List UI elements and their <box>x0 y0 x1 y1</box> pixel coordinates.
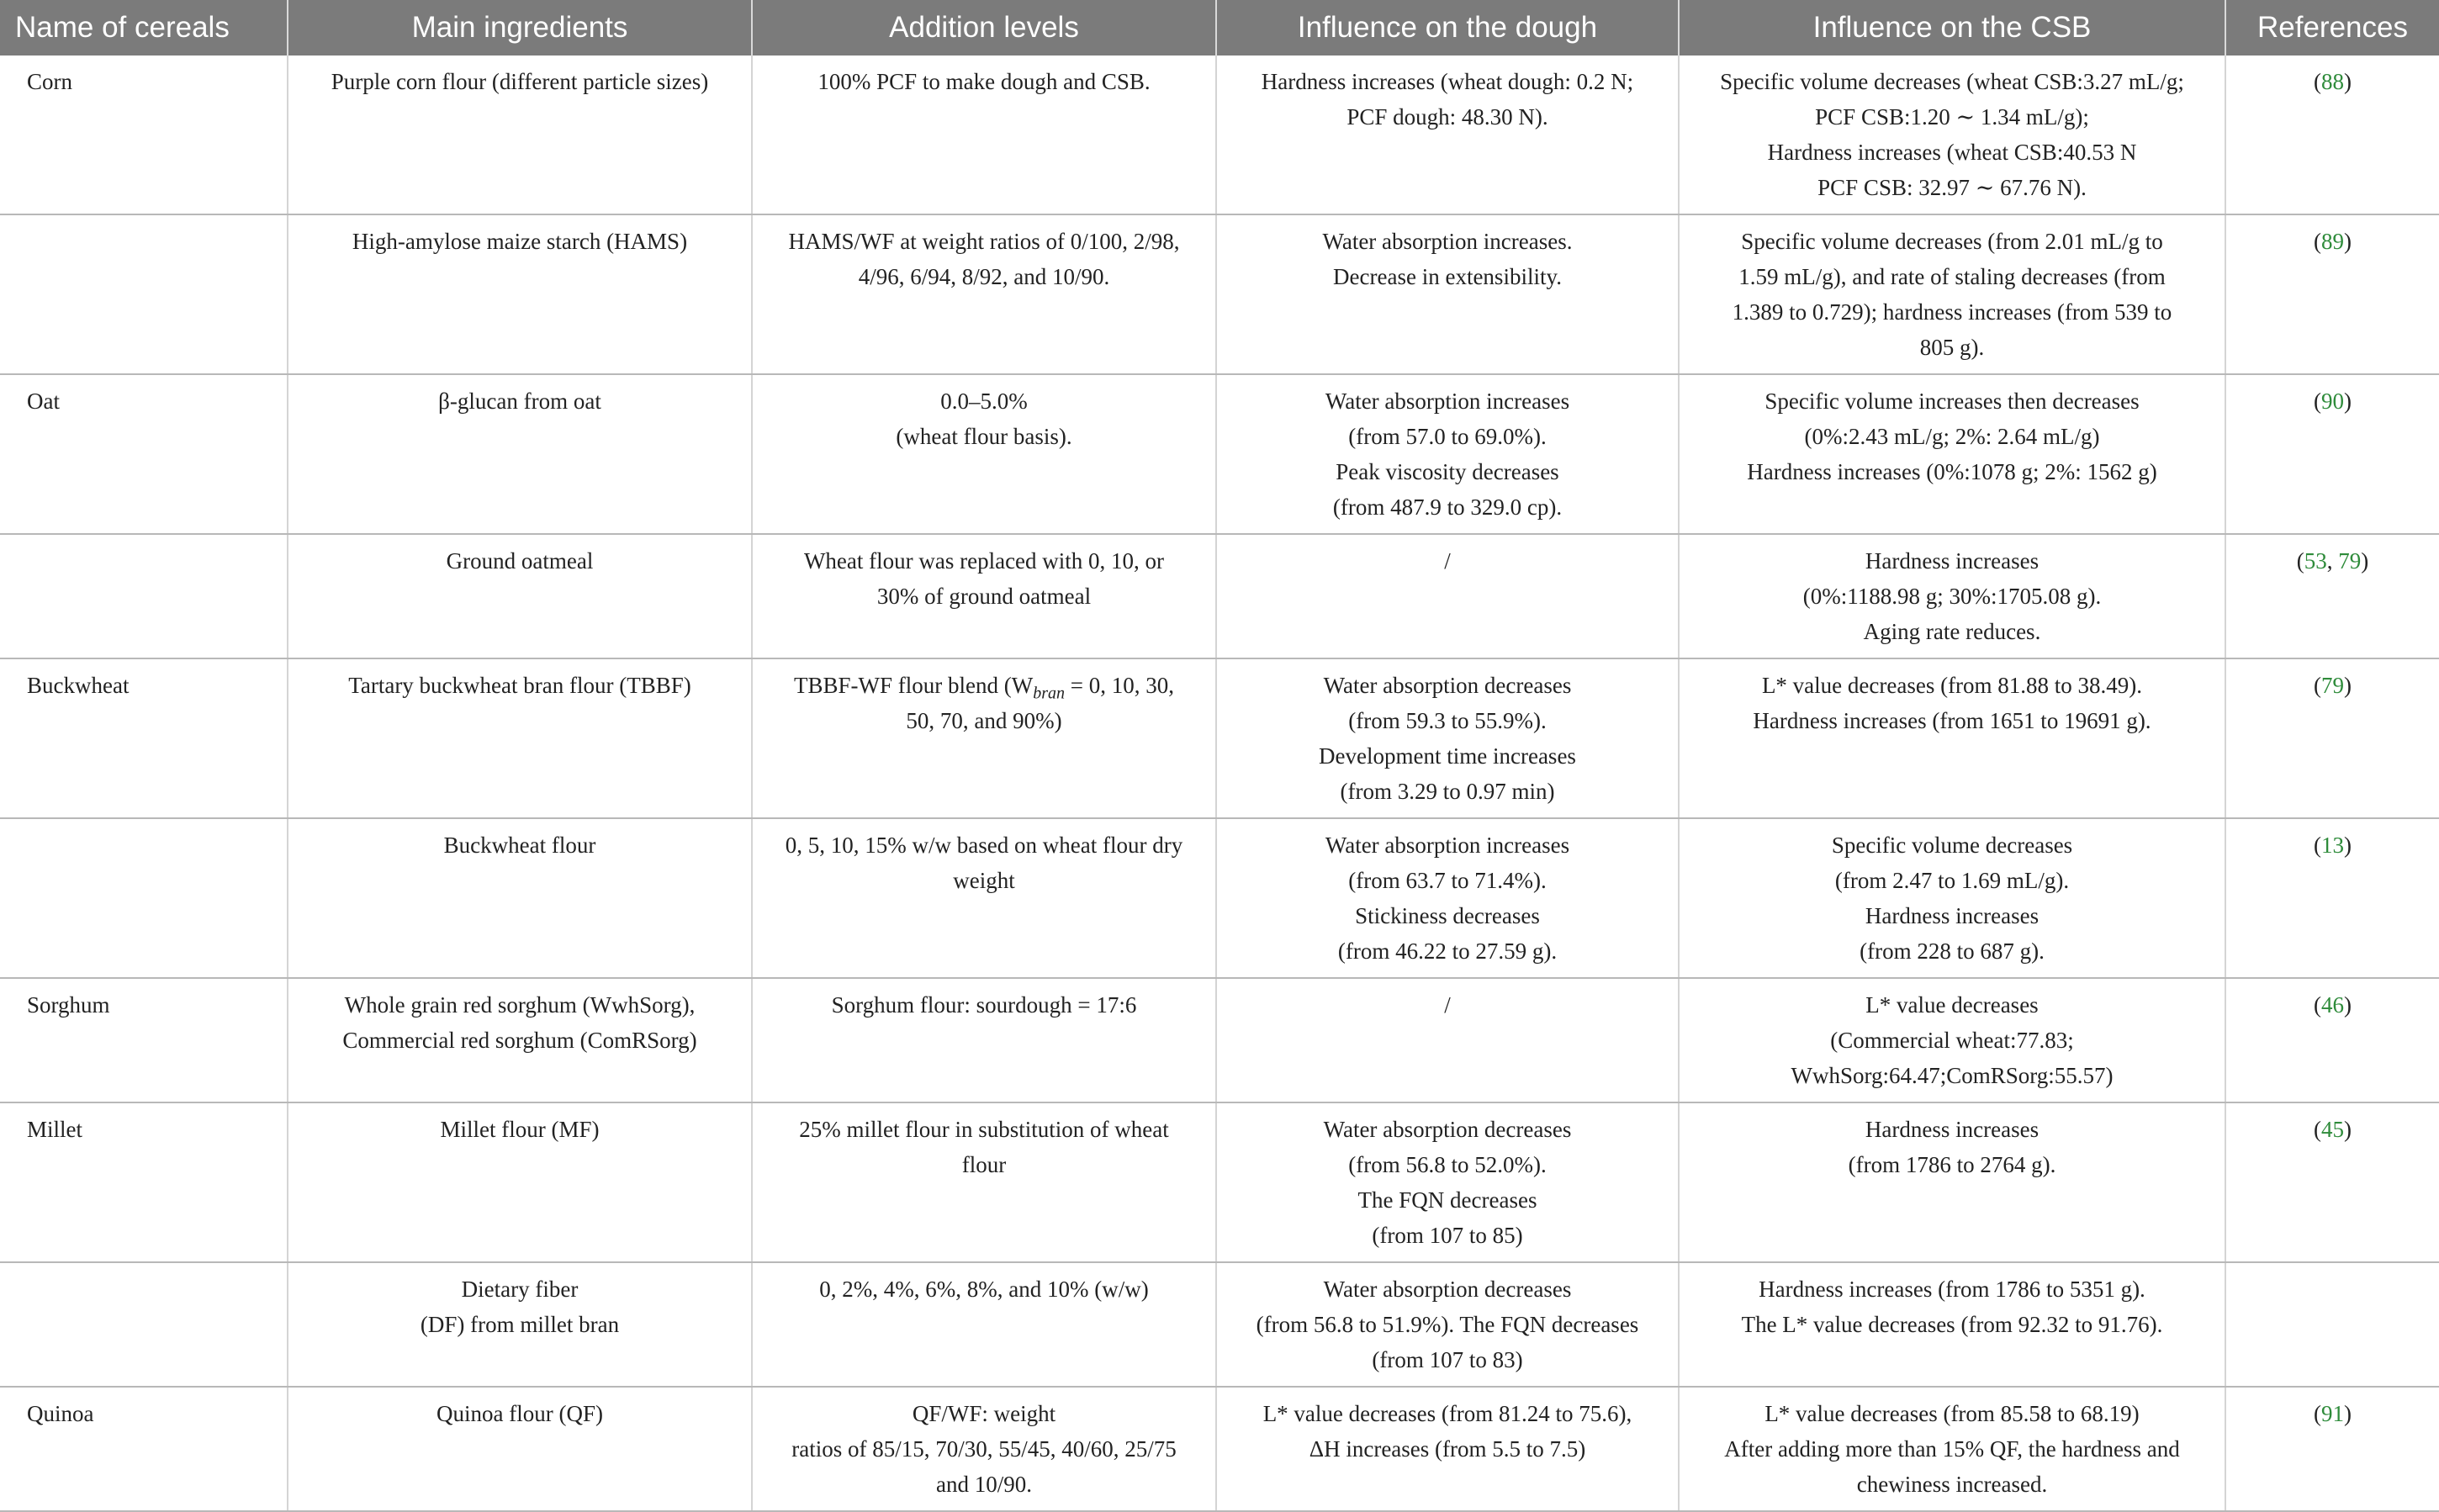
table-row <box>0 56 2439 214</box>
cereal-name: Quinoa <box>0 1387 288 1511</box>
cereal-name: Oat <box>0 374 288 534</box>
ingredient-cell: Dietary fiber (DF) from millet bran <box>288 1262 752 1387</box>
ingredient-cell: Whole grain red sorghum (WwhSorg), Commercial red sorghum (ComRSorg) <box>288 978 752 1102</box>
table-row <box>0 818 2439 978</box>
reference-link[interactable]: 53 <box>2304 548 2327 574</box>
reference-link[interactable]: 45 <box>2321 1117 2344 1142</box>
cereal-name <box>0 534 288 658</box>
dough-cell: Water absorption increases (from 63.7 to 71.4%). Stickiness decreases (from 46.22 to 27.59 g). <box>1216 818 1679 978</box>
table-row <box>0 1102 2439 1262</box>
reference-cell <box>2225 1262 2439 1387</box>
reference-link[interactable]: 90 <box>2321 389 2344 414</box>
dough-cell: Water absorption increases. Decrease in extensibility. <box>1216 214 1679 374</box>
reference-link[interactable]: 89 <box>2321 229 2344 254</box>
cereal-name <box>0 818 288 978</box>
reference-cell: (90) <box>2225 374 2439 534</box>
addition-cell: QF/WF: weight ratios of 85/15, 70/30, 55/45, 40/60, 25/75 and 10/90. <box>752 1387 1216 1511</box>
reference-link[interactable]: 13 <box>2321 833 2344 858</box>
dough-cell: Water absorption decreases (from 56.8 to 52.0%). The FQN decreases (from 107 to 85) <box>1216 1102 1679 1262</box>
ingredient-cell: Tartary buckwheat bran flour (TBBF) <box>288 658 752 818</box>
ingredient-cell: Buckwheat flour <box>288 818 752 978</box>
addition-cell: HAMS/WF at weight ratios of 0/100, 2/98, 4/96, 6/94, 8/92, and 10/90. <box>752 214 1216 374</box>
csb-cell: Hardness increases (from 1786 to 5351 g). The L* value decreases (from 92.32 to 91.76). <box>1679 1262 2225 1387</box>
header-csb: Influence on the CSB <box>1679 0 2225 56</box>
dough-cell: Water absorption increases (from 57.0 to 69.0%). Peak viscosity decreases (from 487.9 to 329.0 cp). <box>1216 374 1679 534</box>
addition-cell: TBBF-WF flour blend ($W_{bran} = 0$, 10, 30, 50, 70, and 90%) <box>752 658 1216 818</box>
dough-cell: / <box>1216 978 1679 1102</box>
reference-link[interactable]: 79 <box>2321 673 2344 698</box>
dough-cell: / <box>1216 534 1679 658</box>
addition-cell: 100% PCF to make dough and CSB. <box>752 56 1216 214</box>
header-references: References <box>2225 0 2439 56</box>
header-ingredients: Main ingredients <box>288 0 752 56</box>
addition-cell: Wheat flour was replaced with 0, 10, or 30% of ground oatmeal <box>752 534 1216 658</box>
table-row <box>0 1387 2439 1511</box>
reference-cell: (88) <box>2225 56 2439 214</box>
reference-cell: (79) <box>2225 658 2439 818</box>
header-row <box>0 0 2439 56</box>
csb-cell: Specific volume decreases (from 2.47 to 1.69 mL/g). Hardness increases (from 228 to 687 g). <box>1679 818 2225 978</box>
cereal-name: Buckwheat <box>0 658 288 818</box>
table-row <box>0 534 2439 658</box>
dough-cell: Water absorption decreases (from 59.3 to 55.9%). Development time increases (from 3.29 to 0.97 min) <box>1216 658 1679 818</box>
ingredient-cell: Ground oatmeal <box>288 534 752 658</box>
dough-cell: Water absorption decreases (from 56.8 to 51.9%). The FQN decreases (from 107 to 83) <box>1216 1262 1679 1387</box>
addition-cell: Sorghum flour: sourdough = 17:6 <box>752 978 1216 1102</box>
cereal-name <box>0 214 288 374</box>
reference-cell: (89) <box>2225 214 2439 374</box>
ingredient-cell: Purple corn flour (different particle sizes) <box>288 56 752 214</box>
table-row <box>0 374 2439 534</box>
reference-cell: (46) <box>2225 978 2439 1102</box>
table-row <box>0 658 2439 818</box>
cereal-name: Sorghum <box>0 978 288 1102</box>
reference-cell: (13) <box>2225 818 2439 978</box>
reference-link[interactable]: 46 <box>2321 992 2344 1018</box>
ingredient-cell: β-glucan from oat <box>288 374 752 534</box>
csb-cell: L* value decreases (from 81.88 to 38.49). Hardness increases (from 1651 to 19691 g). <box>1679 658 2225 818</box>
csb-cell: Specific volume decreases (wheat CSB:3.27 mL/g; PCF CSB:1.20 ∼ 1.34 mL/g); Hardness increases (wheat CSB:40.53 N PCF CSB: 32.97 ∼ 67.76 N). <box>1679 56 2225 214</box>
csb-cell: Hardness increases (from 1786 to 2764 g). <box>1679 1102 2225 1262</box>
ingredient-cell: Millet flour (MF) <box>288 1102 752 1262</box>
reference-link[interactable]: 88 <box>2321 69 2344 94</box>
reference-link[interactable]: 91 <box>2321 1401 2344 1426</box>
addition-cell: 0.0–5.0% (wheat flour basis). <box>752 374 1216 534</box>
reference-cell: (45) <box>2225 1102 2439 1262</box>
header-dough: Influence on the dough <box>1216 0 1679 56</box>
csb-cell: L* value decreases (from 85.58 to 68.19) After adding more than 15% QF, the hardness and chewiness increased. <box>1679 1387 2225 1511</box>
csb-cell: L* value decreases (Commercial wheat:77.83; WwhSorg:64.47;ComRSorg:55.57) <box>1679 978 2225 1102</box>
table-row <box>0 1262 2439 1387</box>
table-row <box>0 978 2439 1102</box>
table-row <box>0 214 2439 374</box>
addition-cell: 0, 2%, 4%, 6%, 8%, and 10% (w/w) <box>752 1262 1216 1387</box>
ingredient-cell: High-amylose maize starch (HAMS) <box>288 214 752 374</box>
cereal-name: Corn <box>0 56 288 214</box>
dough-cell: L* value decreases (from 81.24 to 75.6), ΔH increases (from 5.5 to 7.5) <box>1216 1387 1679 1511</box>
reference-link[interactable]: 79 <box>2338 548 2362 574</box>
header-addition: Addition levels <box>752 0 1216 56</box>
csb-cell: Hardness increases (0%:1188.98 g; 30%:1705.08 g). Aging rate reduces. <box>1679 534 2225 658</box>
cereal-name <box>0 1262 288 1387</box>
cereal-name: Millet <box>0 1102 288 1262</box>
reference-cell: (91) <box>2225 1387 2439 1511</box>
reference-cell: (53, 79) <box>2225 534 2439 658</box>
addition-cell: 0, 5, 10, 15% w/w based on wheat flour dry weight <box>752 818 1216 978</box>
header-cereal: Name of cereals <box>0 0 288 56</box>
ingredient-cell: Quinoa flour (QF) <box>288 1387 752 1511</box>
addition-cell: 25% millet flour in substitution of wheat flour <box>752 1102 1216 1262</box>
csb-cell: Specific volume decreases (from 2.01 mL/g to 1.59 mL/g), and rate of staling decreases (from 1.389 to 0.729); hardness increases (from 539 to 805 g). <box>1679 214 2225 374</box>
csb-cell: Specific volume increases then decreases (0%:2.43 mL/g; 2%: 2.64 mL/g) Hardness increases (0%:1078 g; 2%: 1562 g) <box>1679 374 2225 534</box>
dough-cell: Hardness increases (wheat dough: 0.2 N; PCF dough: 48.30 N). <box>1216 56 1679 214</box>
